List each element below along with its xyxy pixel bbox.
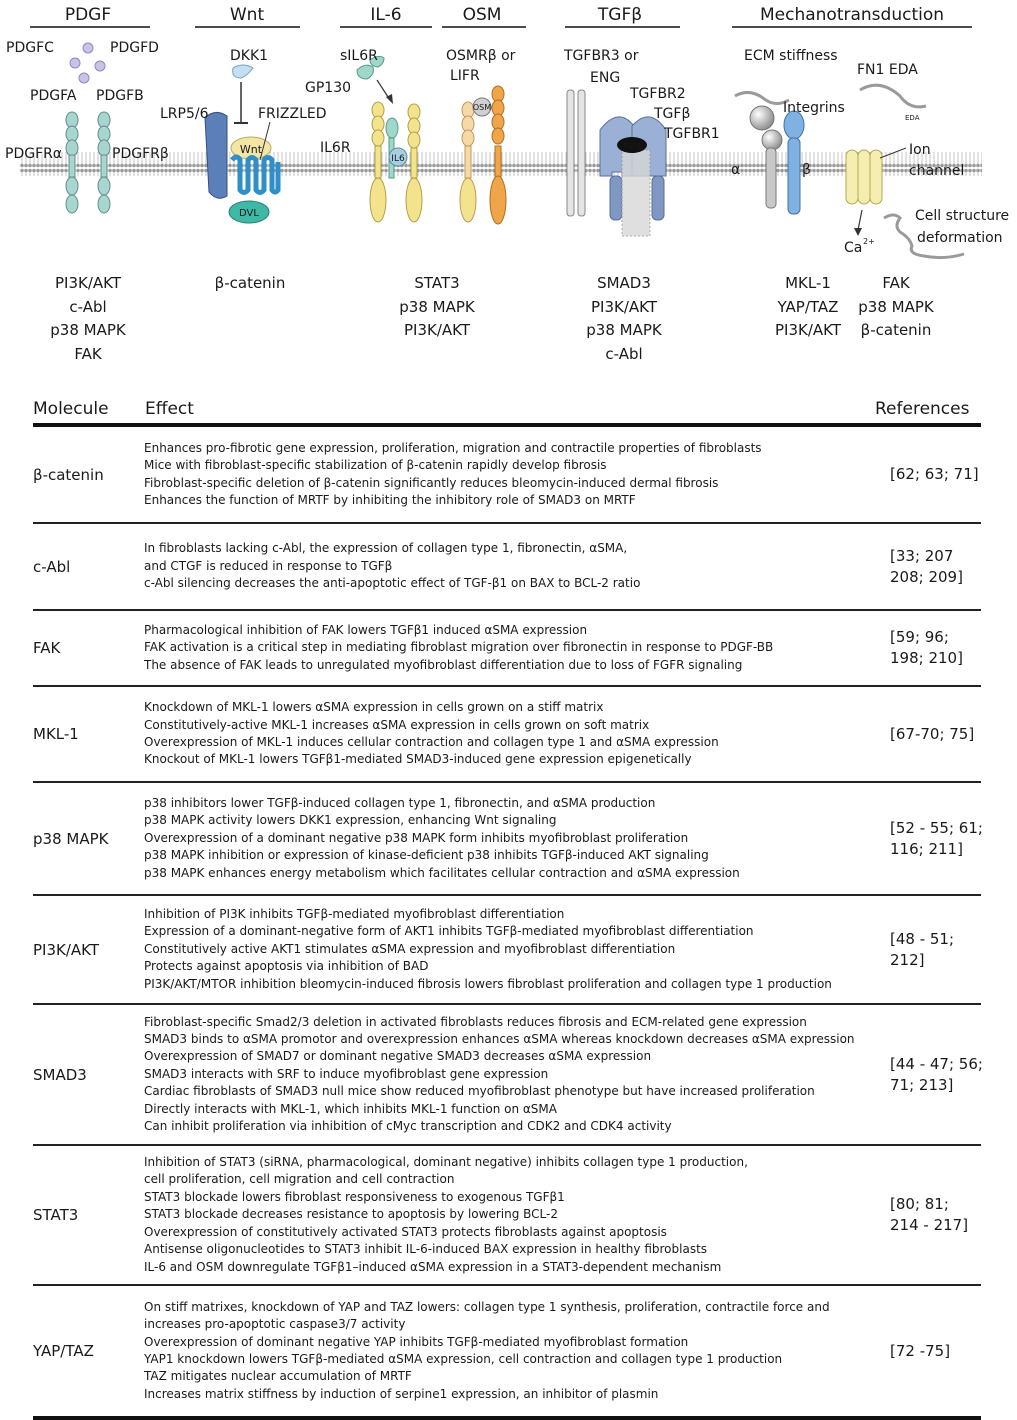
reference-line: 71; 213] [890, 1075, 954, 1094]
reference-line: 208; 209] [890, 567, 963, 586]
effect-line: Constitutively-active MKL-1 increases αSMA expression in cells grown on soft matrix [144, 717, 650, 732]
effect-line: Enhances the function of MRTF by inhibiting the inhibitory role of SMAD3 on MRTF [144, 492, 636, 507]
group-title-osm: OSM [462, 5, 502, 25]
il6-pathways [387, 272, 487, 343]
pathway-item: PI3K/AKT [591, 297, 657, 316]
table-row [33, 427, 981, 524]
pathway-item: PI3K/AKT [55, 274, 121, 292]
group-headers [30, 5, 972, 27]
header-molecule: Molecule [33, 399, 109, 419]
pathway-item: SMAD3 [597, 274, 651, 292]
label-cell-structure: Cell structure [915, 208, 1010, 224]
sil6r-ligand [357, 65, 373, 79]
label-tgfb-ligand: TGFβ [654, 106, 691, 122]
pathway-item: p38 MAPK [399, 297, 475, 316]
molecule-cell: PI3K/AKT [33, 940, 99, 959]
label-integrins: Integrins [783, 100, 845, 116]
molecule-cell: FAK [33, 639, 61, 657]
pdgf-ligand-dot [95, 61, 105, 71]
label-ion: Ion [909, 142, 931, 158]
effect-line: Inhibition of STAT3 (siRNA, pharmacological, dominant negative) inhibits collagen type 1 production, [144, 1155, 748, 1170]
effect-cell [144, 699, 872, 769]
label-eda: EDA [905, 114, 920, 122]
effect-cell [144, 795, 872, 882]
references-cell [890, 546, 963, 588]
table-row [33, 896, 981, 1005]
reference-line: 198; 210] [890, 649, 963, 667]
pathway-item: MKL-1 [785, 274, 831, 292]
label-sil6r: sIL6R [340, 48, 378, 64]
effect-line: FAK activation is a critical step in mediating fibroblast migration over fibronectin in response to PDGF-BB [144, 640, 774, 655]
effect-cell [144, 1154, 872, 1276]
effect-line: IL-6 and OSM downregulate TGFβ1–induced αSMA expression in a STAT3-dependent mechanism [144, 1259, 722, 1274]
label-ca-charge: 2+ [863, 237, 875, 246]
label-fn1-eda: FN1 EDA [857, 62, 918, 78]
molecule-cell: MKL-1 [33, 725, 79, 743]
table-row [33, 783, 981, 896]
reference-line: 212] [890, 950, 925, 969]
effect-line: YAP1 knockdown lowers TGFβ-mediated αSMA expression, cell contraction and collagen type 1 production [144, 1352, 783, 1366]
tgfbr-complex [600, 117, 666, 236]
label-osmrb-or: OSMRβ or [446, 48, 516, 64]
molecule-cell: SMAD3 [33, 1065, 87, 1084]
label-alpha: α [731, 162, 741, 178]
pathway-item: β-catenin [860, 321, 932, 339]
references-cell [890, 724, 974, 745]
group-title-wnt: Wnt [229, 5, 265, 25]
effect-line: On stiff matrixes, knockdown of YAP and TAZ lowers: collagen type 1 synthesis, proliferation, contractile force and [144, 1299, 830, 1314]
pathway-item: PI3K/AKT [775, 321, 841, 339]
molecule-cell: β-catenin [33, 465, 104, 484]
reference-line: [52 - 55; 61; [890, 818, 983, 837]
effect-line: Inhibition of PI3K inhibits TGFβ-mediated myofibroblast differentiation [144, 906, 565, 921]
pdgf-ligand-dot [79, 73, 89, 83]
mechanotransduction-pathways-2 [848, 272, 944, 343]
effect-line: Pharmacological inhibition of FAK lowers TGFβ1 induced αSMA expression [144, 622, 588, 637]
dkk1-ligand [233, 65, 253, 78]
label-tgfbr3-or: TGFBR3 or [564, 48, 639, 64]
label-pdgfrb: PDGFRβ [112, 146, 169, 162]
effect-line: Directly interacts with MKL-1, which inhibits MKL-1 function on αSMA [144, 1101, 557, 1116]
effect-cell [144, 440, 872, 510]
effect-cell [144, 1299, 872, 1403]
table-row [33, 1286, 981, 1420]
molecule-cell: p38 MAPK [33, 829, 109, 848]
label-tgfbr1: TGFBR1 [664, 126, 720, 142]
effect-line: p38 inhibitors lower TGFβ-induced collagen type 1, fibronectin, and αSMA production [144, 795, 656, 810]
label-pdgfd: PDGFD [110, 40, 159, 56]
effect-line: Knockdown of MKL-1 lowers αSMA expression in cells grown on a stiff matrix [144, 700, 604, 715]
label-wnt-ligand: Wnt [239, 143, 263, 156]
reference-line: [80; 81; [890, 1195, 949, 1213]
effect-line: SMAD3 binds to αSMA promotor and overexpression enhances αSMA whereas knockdown decreases αSMA expression [144, 1031, 855, 1046]
label-il6r: IL6R [320, 140, 351, 156]
reference-line: 214 - 217] [890, 1216, 969, 1234]
label-deformation: deformation [917, 230, 1003, 246]
pathway-item: STAT3 [414, 274, 460, 292]
references-cell [890, 929, 954, 971]
reference-line: [72 -75] [890, 1341, 951, 1360]
effect-line: Overexpression of constitutively activated STAT3 protects fibroblasts against apoptosis [144, 1224, 667, 1239]
pdgf-module [5, 40, 169, 213]
group-title-tgfb: TGFβ [597, 5, 643, 25]
effect-cell [144, 1014, 872, 1136]
pathway-item: β-catenin [214, 274, 286, 292]
pathway-item: PI3K/AKT [404, 321, 470, 339]
label-pdgfa: PDGFA [30, 88, 77, 104]
table-row [33, 611, 981, 687]
molecule-cell: c-Abl [33, 557, 71, 576]
references-cell [890, 1194, 968, 1236]
reference-line: [62; 63; 71] [890, 465, 979, 483]
effect-line: Cardiac fibroblasts of SMAD3 null mice show reduced myofibroblast phenotype but have increased proliferation [144, 1084, 815, 1099]
label-ecm-stiffness: ECM stiffness [744, 48, 838, 64]
label-frizzled: FRIZZLED [258, 106, 327, 122]
ion-channel [846, 150, 882, 204]
label-pdgfra: PDGFRα [5, 146, 63, 162]
frizzled-receptor [232, 157, 278, 193]
downstream-pathways [0, 272, 1017, 372]
effect-line: SMAD3 interacts with SRF to induce myofibroblast gene expression [144, 1066, 549, 1081]
header-references: References [875, 399, 970, 419]
pathway-item: FAK [74, 344, 102, 363]
effect-line: Overexpression of dominant negative YAP inhibits TGFβ-mediated myofibroblast formation [144, 1334, 689, 1349]
effect-cell [144, 540, 872, 592]
effect-line: c-Abl silencing decreases the anti-apoptotic effect of TGF-β1 on BAX to BCL-2 ratio [144, 576, 641, 591]
effect-cell [144, 622, 872, 674]
label-osm-ligand: OSM [472, 103, 492, 112]
reference-line: [48 - 51; [890, 929, 955, 948]
label-channel: channel [909, 163, 965, 179]
effect-line: In fibroblasts lacking c-Abl, the expression of collagen type 1, fibronectin, αSMA, [144, 541, 628, 556]
pdgf-ligand-dot [83, 43, 93, 53]
tgfb-pathways [574, 272, 674, 366]
header-effect: Effect [145, 399, 194, 419]
molecule-cell: YAP/TAZ [33, 1342, 94, 1360]
fn1-eda-fiber [860, 85, 926, 107]
table-row [33, 1146, 981, 1286]
effect-line: The absence of FAK leads to unregulated myofibroblast differentiation due to loss of FGFR signaling [144, 657, 743, 672]
effect-cell [144, 906, 872, 993]
effect-line: STAT3 blockade decreases resistance to apoptosis by lowering BCL-2 [144, 1207, 558, 1222]
pathway-item: p38 MAPK [858, 297, 934, 316]
label-ca: Ca [844, 240, 863, 256]
reference-line: [67-70; 75] [890, 724, 975, 743]
effect-line: Enhances pro-fibrotic gene expression, proliferation, migration and contractile properties of fibroblasts [144, 440, 762, 455]
signaling-diagram [0, 0, 1017, 380]
label-pdgfb: PDGFB [96, 88, 144, 104]
effect-line: TAZ mitigates nuclear accumulation of MRTF [144, 1369, 412, 1384]
tgfb-module [563, 48, 720, 236]
effect-line: p38 MAPK inhibition or expression of kinase-deficient p38 inhibits TGFβ-induced AKT signaling [144, 848, 709, 863]
table-row [33, 687, 981, 783]
pathway-item: c-Abl [605, 344, 643, 363]
pdgf-ligand-dot [70, 58, 80, 68]
label-dkk1: DKK1 [230, 48, 269, 64]
references-cell [890, 1054, 983, 1096]
effect-line: p38 MAPK enhances energy metabolism which facilitates cellular contraction and αSMA expression [144, 865, 740, 880]
effect-line: cell proliferation, cell migration and cell contraction [144, 1172, 455, 1187]
references-cell [890, 818, 983, 860]
label-tgfb-small: TGFβ [622, 142, 642, 150]
effect-line: Overexpression of MKL-1 induces cellular contraction and collagen type 1 and αSMA expression [144, 735, 719, 749]
label-eng: ENG [590, 70, 621, 86]
effect-line: Antisense oligonucleotides to STAT3 inhibit IL-6-induced BAX expression in healthy fibroblasts [144, 1242, 708, 1257]
effect-line: Increases matrix stiffness by induction of serpine1 expression, an inhibitor of plasmin [144, 1386, 659, 1401]
label-dvl: DVL [239, 208, 259, 219]
reference-line: [59; 96; [890, 628, 949, 646]
references-cell [890, 464, 979, 485]
effect-line: Knockout of MKL-1 lowers TGFβ1-mediated SMAD3-induced gene expression epigenetically [144, 752, 692, 767]
reference-line: [33; 207 [890, 546, 954, 565]
diagram-canvas [0, 0, 1017, 270]
table-body [33, 427, 981, 1420]
label-pdgfc: PDGFC [6, 40, 54, 56]
references-cell [890, 627, 963, 669]
effect-line: Overexpression of SMAD7 or dominant negative SMAD3 decreases αSMA expression [144, 1049, 652, 1064]
ecm-fiber [735, 92, 789, 103]
pdgf-pathways [40, 272, 136, 366]
reference-line: 116; 211] [890, 839, 963, 858]
label-beta: β [802, 162, 811, 178]
label-lrp56: LRP5/6 [160, 106, 209, 122]
mechanotransduction-pathways-1 [760, 272, 856, 343]
effect-line: increases pro-apoptotic caspase3/7 activity [144, 1317, 406, 1332]
label-gp130: GP130 [305, 80, 352, 96]
effect-line: Expression of a dominant-negative form of AKT1 inhibits TGFβ-mediated myofibroblast differentiation [144, 924, 754, 939]
references-cell [890, 1341, 950, 1362]
pathway-item: c-Abl [69, 297, 107, 316]
molecule-cell: STAT3 [33, 1206, 79, 1224]
wnt-pathways [200, 272, 300, 296]
label-tgfbr2: TGFBR2 [630, 86, 686, 102]
effect-line: PI3K/AKT/MTOR inhibition bleomycin-induced fibrosis lowers fibroblast proliferation and collagen type 1 production [144, 976, 832, 991]
effect-line: Fibroblast-specific deletion of β-catenin significantly reduces bleomycin-induced dermal fibrosis [144, 475, 719, 490]
effect-line: STAT3 blockade lowers fibroblast responsiveness to exogenous TGFβ1 [144, 1189, 565, 1204]
effects-table [33, 397, 981, 1420]
effect-line: Constitutively active AKT1 stimulates αSMA expression and myofibroblast differentiation [144, 941, 676, 956]
label-il6-ligand: IL6 [391, 154, 405, 164]
wnt-module [160, 48, 327, 223]
effect-line: Can inhibit proliferation via inhibition of cMyc transcription and CDK2 and CDK4 activity [144, 1119, 672, 1134]
pathway-item: YAP/TAZ [777, 297, 839, 316]
effect-line: Mice with fibroblast-specific stabilization of β-catenin rapidly develop fibrosis [144, 458, 607, 473]
label-lifr: LIFR [450, 68, 480, 84]
effect-line: p38 MAPK activity lowers DKK1 expression, enhancing Wnt signaling [144, 813, 557, 828]
group-title-pdgf: PDGF [64, 5, 112, 25]
group-title-mechanotransduction: Mechanotransduction [759, 5, 945, 25]
group-title-il6: IL-6 [370, 5, 402, 25]
table-row [33, 1005, 981, 1146]
effect-line: Fibroblast-specific Smad2/3 deletion in activated fibroblasts reduces fibrosis and ECM-related gene expression [144, 1014, 807, 1029]
pathway-item: FAK [882, 274, 910, 292]
pathway-item: p38 MAPK [586, 321, 662, 339]
table-row [33, 524, 981, 611]
table-header [33, 397, 981, 427]
effect-line: and CTGF is reduced in response to TGFβ [144, 558, 393, 573]
il6-osm-module [305, 48, 516, 224]
pathway-item: p38 MAPK [50, 321, 126, 339]
reference-line: [44 - 47; 56; [890, 1054, 983, 1073]
lrp56-receptor [205, 112, 227, 198]
effect-line: Protects against apoptosis via inhibition of BAD [144, 959, 429, 974]
effect-line: Overexpression of a dominant negative p38 MAPK form inhibits myofibroblast proliferation [144, 830, 689, 845]
